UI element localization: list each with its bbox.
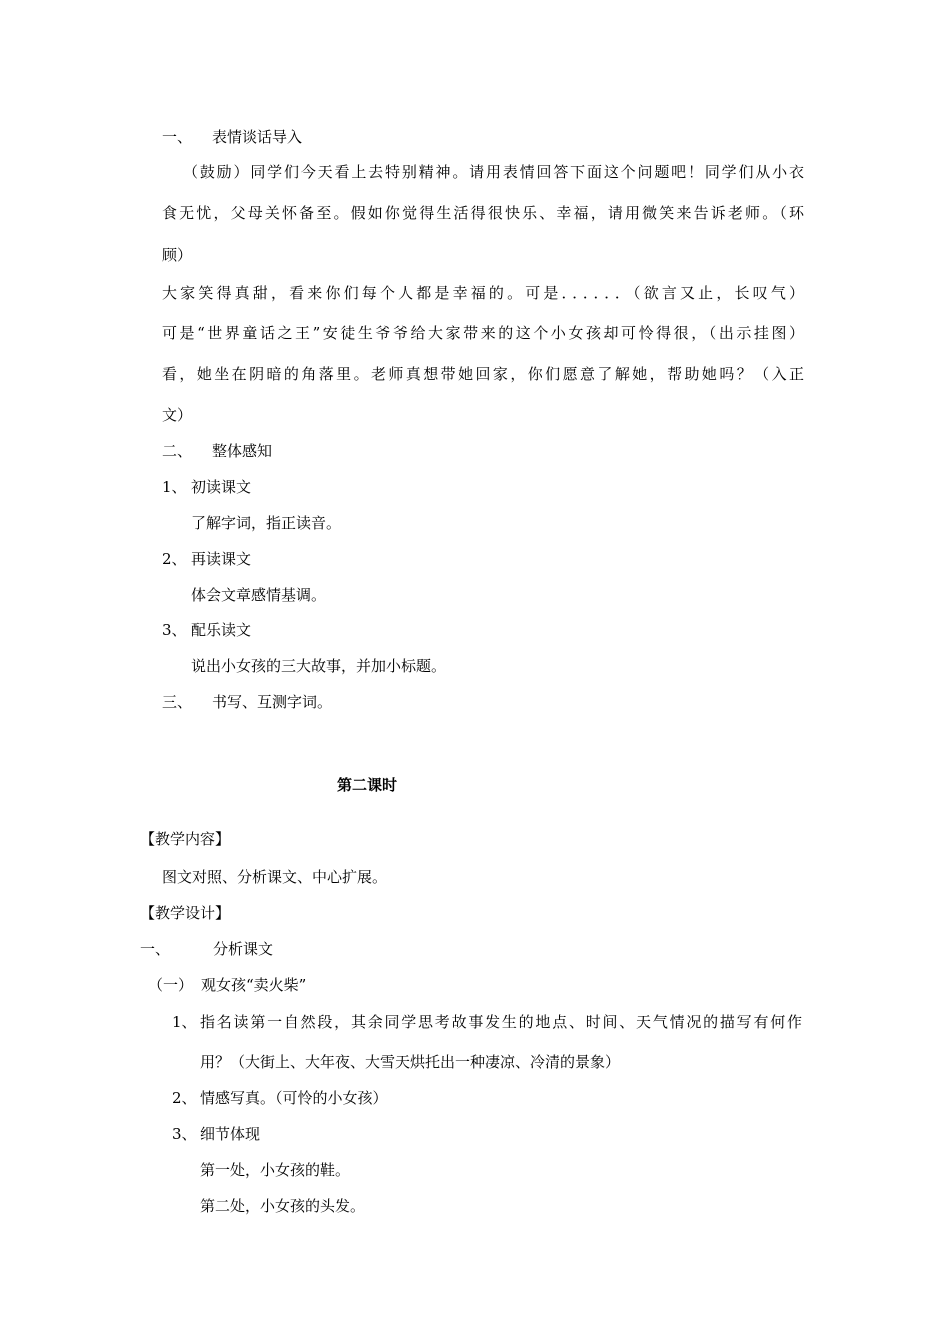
- section2-item1-detail: 了解字词，指正读音。: [191, 514, 342, 532]
- section2-heading: [162, 441, 272, 461]
- section1-heading: [162, 127, 302, 147]
- sub1-heading-text: 观女孩“卖火柴”: [201, 976, 307, 994]
- section1-heading-number: 一、: [162, 128, 193, 146]
- item1-text-line1: 指名读第一自然段，其余同学思考故事发生的地点、时间、天气情况的描写有何作: [200, 1013, 802, 1031]
- item3: [172, 1124, 260, 1144]
- section1-paragraph2-line1: 大家笑得真甜，看来你们每个人都是幸福的。可是．．．．．．（欲言又止，长叹气）: [162, 284, 804, 302]
- section2-item3-number: 3、: [162, 621, 187, 639]
- item1-line1: [172, 1012, 804, 1032]
- item2-number: 2、: [172, 1089, 197, 1107]
- item1-number: 1、: [172, 1013, 197, 1031]
- section2-item1-number: 1、: [162, 478, 187, 496]
- section2-item1-text: 初读课文: [191, 478, 252, 496]
- teaching-design-label: 【教学设计】: [140, 904, 231, 922]
- section3-heading-text: 书写、互测字词。: [212, 693, 333, 711]
- part1-heading: [140, 939, 273, 959]
- item2: [172, 1088, 388, 1108]
- section1-paragraph1-line2: 食无忧，父母关怀备至。假如你觉得生活得很快乐、幸福，请用微笑来告诉老师。（环: [162, 204, 804, 222]
- section1-paragraph1-line3: 顾）: [162, 246, 193, 264]
- section2-item3-title: [162, 620, 251, 640]
- part1-heading-number: 一、: [140, 940, 171, 958]
- part1-heading-text: 分析课文: [213, 940, 274, 958]
- section3-heading: [162, 692, 332, 712]
- teaching-content-label: 【教学内容】: [140, 830, 231, 848]
- section1-paragraph1-line1: （鼓励）同学们今天看上去特别精神。请用表情回答下面这个问题吧！同学们从小衣: [183, 163, 804, 181]
- item3-detail2: 第二处，小女孩的头发。: [200, 1197, 366, 1215]
- lesson2-title: 第二课时: [337, 776, 398, 794]
- section1-heading-text: 表情谈话导入: [212, 128, 303, 146]
- sub1-heading: [148, 975, 306, 995]
- section2-item3-text: 配乐读文: [191, 621, 252, 639]
- section2-heading-number: 二、: [162, 442, 193, 460]
- teaching-content-text: 图文对照、分析课文、中心扩展。: [162, 868, 388, 886]
- section2-item2-number: 2、: [162, 550, 187, 568]
- section1-paragraph2-line4: 文）: [162, 406, 193, 424]
- section2-item3-detail: 说出小女孩的三大故事，并加小标题。: [191, 657, 447, 675]
- section2-item1-title: [162, 477, 251, 497]
- item1-line2: 用？（大街上、大年夜、大雪天烘托出一种凄凉、冷清的景象）: [200, 1053, 621, 1071]
- section1-paragraph2-line3: 看，她坐在阴暗的角落里。老师真想带她回家，你们愿意了解她，帮助她吗？（入正: [162, 365, 804, 383]
- item3-detail1: 第一处，小女孩的鞋。: [200, 1161, 351, 1179]
- item2-text: 情感写真。（可怜的小女孩）: [200, 1089, 388, 1107]
- section1-paragraph2-line2: 可是“世界童话之王”安徒生爷爷给大家带来的这个小女孩却可怜得很，（出示挂图）: [162, 324, 804, 342]
- section2-item2-detail: 体会文章感情基调。: [191, 586, 327, 604]
- item3-number: 3、: [172, 1125, 197, 1143]
- section2-heading-text: 整体感知: [212, 442, 273, 460]
- section2-item2-title: [162, 549, 251, 569]
- section3-heading-number: 三、: [162, 693, 193, 711]
- section2-item2-text: 再读课文: [191, 550, 252, 568]
- sub1-heading-number: （一）: [148, 976, 194, 994]
- item3-text: 细节体现: [200, 1125, 261, 1143]
